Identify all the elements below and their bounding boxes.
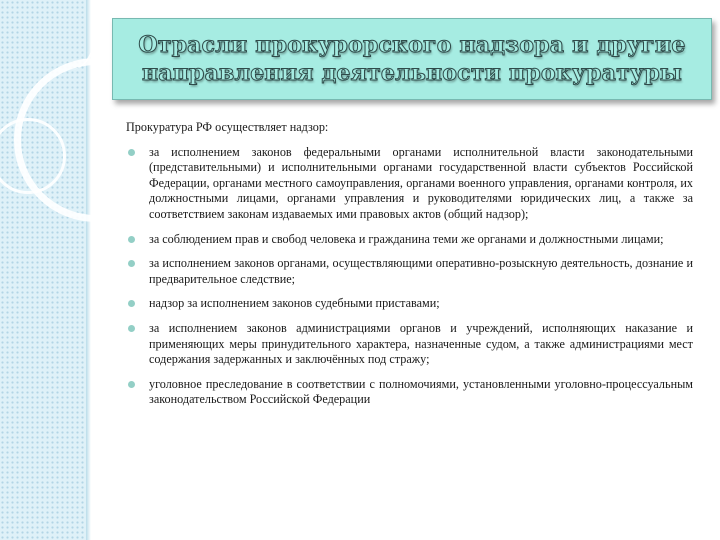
list-item: [126, 232, 693, 248]
list-item: [126, 377, 693, 408]
list-item-text: за исполнением законов органами, осуществляющими оперативно-розыскную деятельность, дознание и предварительное следствие;: [149, 256, 693, 286]
bullet-icon: [128, 236, 135, 243]
list-item: [126, 145, 693, 223]
list-item: [126, 296, 693, 312]
list-item-text: надзор за исполнением законов судебными приставами;: [149, 296, 440, 311]
list-item: [126, 256, 693, 287]
slide-title-line-1: Отрасли прокурорского надзора и другие: [138, 32, 686, 58]
bullet-icon: [128, 300, 135, 307]
bullet-icon: [128, 381, 135, 388]
list-item-text: за исполнением законов администрациями органов и учреждений, исполняющих наказание и применяющих меры принудительного характера, назначенные судом, а также администрациями мест содержания задержанных и заключённых под стражу;: [149, 320, 693, 367]
slide-body: [126, 120, 693, 417]
slide-title-line-2: направления деятельности прокуратуры: [141, 60, 683, 86]
list-item: [126, 321, 693, 368]
supervision-list: [126, 145, 693, 408]
list-item-text: за исполнением законов федеральными органами исполнительной власти законодательными (представительными) и исполнительными органами государственной власти субъектов Российской Федерации, органами местного самоуправления, органами военного управления, органами контроля, их должностными лицами, органами управления и руководителями юридических лиц, а также за соответствием законам издаваемых ими правовых актов (общий надзор);: [149, 144, 693, 221]
list-item-text: за соблюдением прав и свобод человека и гражданина теми же органами и должностными лицами;: [149, 231, 664, 246]
bullet-icon: [128, 325, 135, 332]
bullet-icon: [128, 149, 135, 156]
intro-text: Прокуратура РФ осуществляет надзор:: [126, 120, 329, 134]
list-item-text: уголовное преследование в соответствии с полномочиями, установленными уголовно-процессуальным законодательством Российской Федерации: [149, 376, 693, 407]
bullet-icon: [128, 260, 135, 267]
slide-title-box: [112, 18, 712, 100]
